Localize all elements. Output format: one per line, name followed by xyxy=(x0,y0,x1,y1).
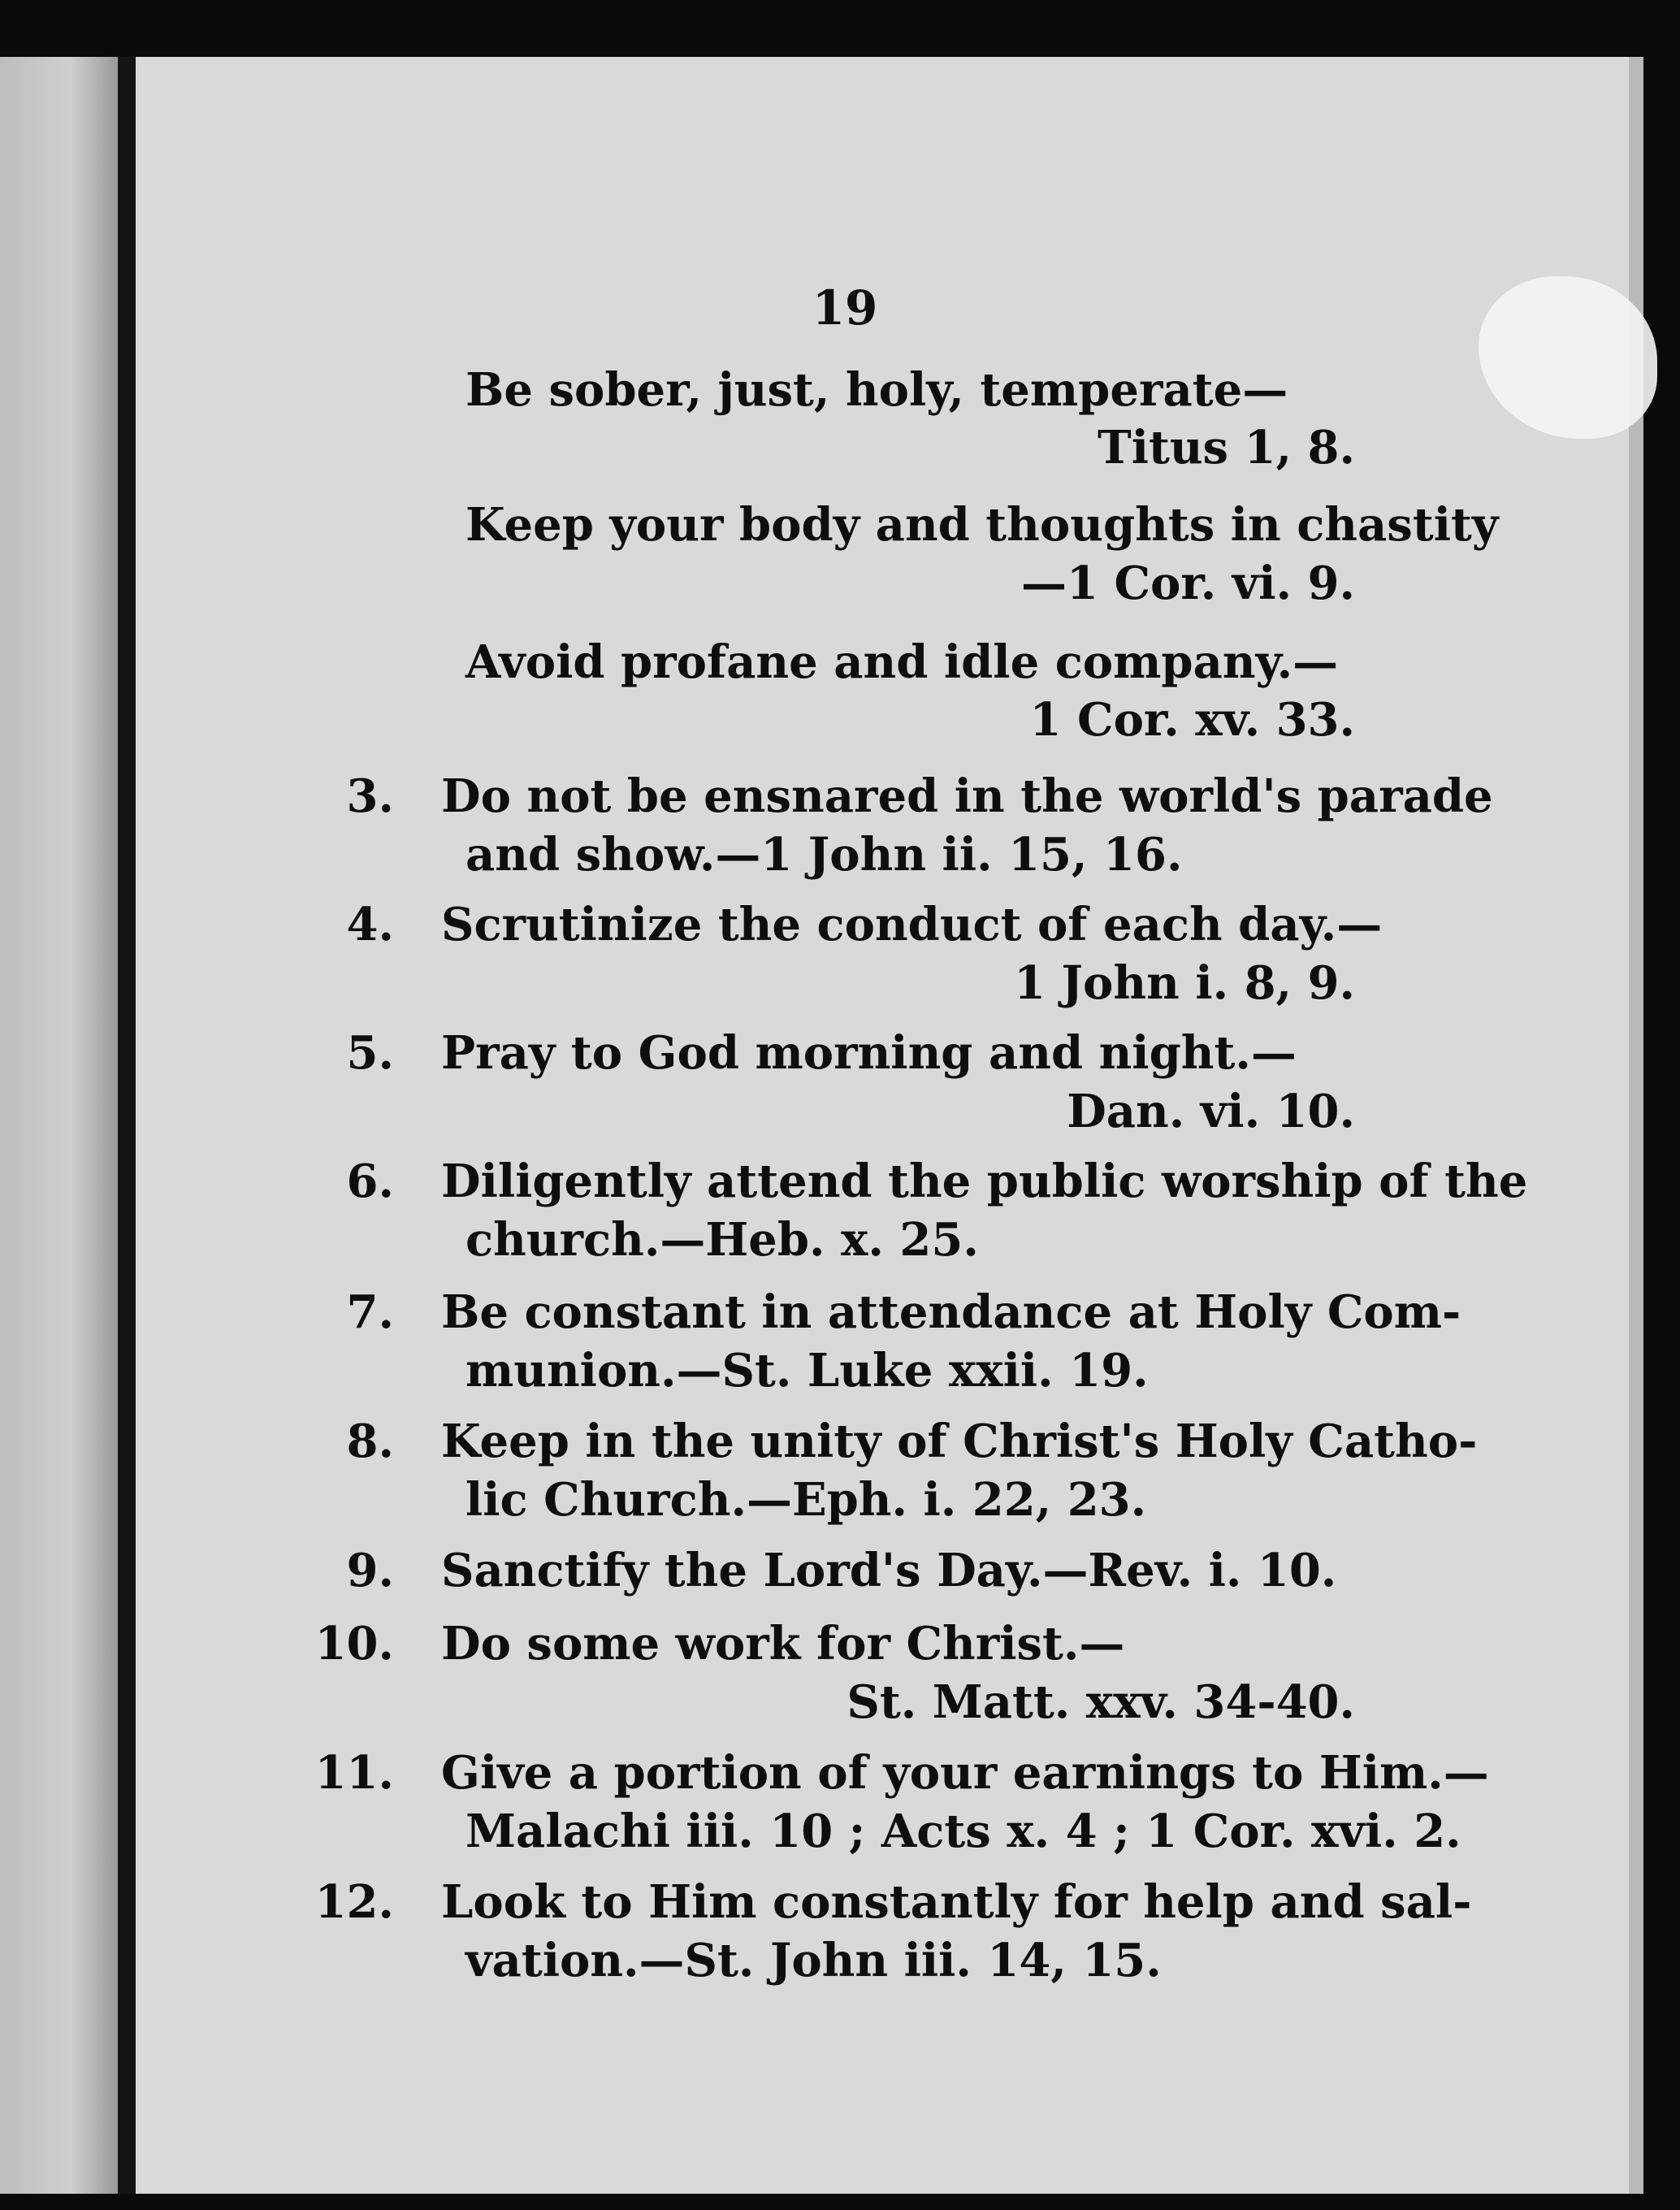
item-number: 7. xyxy=(346,1285,394,1339)
item-reference: 1 John i. 8, 9. xyxy=(1014,956,1355,1010)
page-number: 19 xyxy=(812,280,878,336)
item-text: Be sober, just, holy, temperate— xyxy=(465,363,1288,417)
item-text: Keep your body and thoughts in chastity xyxy=(465,498,1499,552)
item-text: Do some work for Christ.— xyxy=(441,1617,1125,1670)
item-continuation: munion.—St. Luke xxii. 19. xyxy=(465,1344,1149,1398)
item-text: Look to Him constantly for help and sal- xyxy=(441,1875,1472,1929)
item-text: Pray to God morning and night.— xyxy=(441,1026,1297,1080)
item-text: Do not be ensnared in the world's parade xyxy=(441,769,1493,823)
item-number: 4. xyxy=(346,898,394,951)
item-number: 11. xyxy=(314,1746,394,1800)
item-reference: Dan. vi. 10. xyxy=(1067,1085,1355,1138)
item-number: 5. xyxy=(346,1026,394,1080)
item-text: Give a portion of your earnings to Him.— xyxy=(441,1746,1489,1800)
item-continuation: vation.—St. John iii. 14, 15. xyxy=(465,1934,1162,1987)
item-reference: 1 Cor. xv. 33. xyxy=(1029,693,1355,747)
book-gutter xyxy=(118,57,136,2194)
item-text: Avoid profane and idle company.— xyxy=(465,635,1339,689)
item-reference: Titus 1, 8. xyxy=(1098,421,1355,474)
item-text: Diligently attend the public worship of the xyxy=(441,1155,1528,1208)
item-continuation: lic Church.—Eph. i. 22, 23. xyxy=(465,1473,1147,1527)
item-text: Scrutinize the conduct of each day.— xyxy=(441,898,1383,951)
item-number: 10. xyxy=(314,1617,394,1670)
item-text: Sanctify the Lord's Day.—Rev. i. 10. xyxy=(441,1544,1337,1597)
item-number: 8. xyxy=(346,1415,394,1468)
item-number: 6. xyxy=(346,1155,394,1208)
item-number: 3. xyxy=(346,769,394,823)
item-continuation: church.—Heb. x. 25. xyxy=(465,1213,979,1267)
item-number: 12. xyxy=(314,1875,394,1929)
item-continuation: and show.—1 John ii. 15, 16. xyxy=(465,828,1183,882)
item-text: Keep in the unity of Christ's Holy Catho- xyxy=(441,1415,1478,1468)
item-number: 9. xyxy=(346,1544,394,1597)
facing-page-edge xyxy=(0,57,118,2194)
item-continuation: Malachi iii. 10 ; Acts x. 4 ; 1 Cor. xvi. 2. xyxy=(465,1805,1461,1858)
item-reference: —1 Cor. vi. 9. xyxy=(1020,557,1355,610)
item-text: Be constant in attendance at Holy Com- xyxy=(441,1285,1461,1339)
item-reference: St. Matt. xxv. 34-40. xyxy=(846,1675,1355,1729)
